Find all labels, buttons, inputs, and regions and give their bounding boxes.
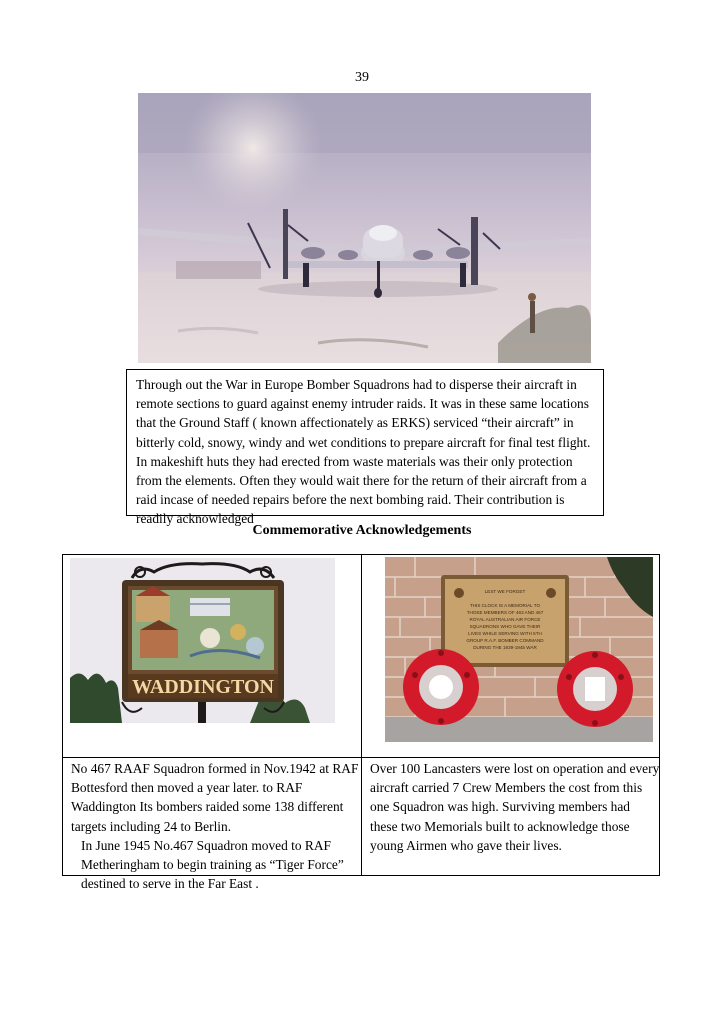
memorial-description-text: Over 100 Lancasters were lost on operation and every aircraft carried 7 Crew Members the cost from this one Squadron was high. Surviving members had these two Memorials built to acknowledge those young Airmen who gave their lives.	[370, 761, 660, 853]
plaque-line: GROUP R.A.F. BOMBER COMMAND	[466, 638, 544, 643]
memorials-table	[62, 554, 660, 892]
lancaster-painting	[138, 93, 591, 363]
plaque-line: LIVES WHILE SERVING WITH 5TH	[468, 631, 542, 636]
caption-text: Through out the War in Europe Bomber Squadrons had to disperse their aircraft in remote sections to guard against enemy intruder raids. It was in these same locations that the Ground Staff ( known affectionately as ERKS) serviced “their aircraft” in bitterly cold, snowy, windy and wet conditions to prepare aircraft for final test flight. In makeshift huts they had erected from waste materials was their only protection from the elements. Often they would wait there for the return of their aircraft from a raid incase of needed repairs before the next bombing raid. Their contribution is readily acknowledged	[136, 377, 591, 527]
caption-box	[126, 369, 604, 527]
plaque-line: ROYAL AUSTRALIAN AIR FORCE	[469, 617, 541, 622]
memorial-plaque-photo	[385, 557, 653, 742]
plaque-line: THOSE MEMBERS OF 463 AND 467	[466, 610, 544, 615]
page-number: 39	[355, 70, 369, 85]
plaque-line: LEST WE FORGET	[484, 589, 526, 594]
waddington-sign-photo	[70, 558, 335, 723]
squadron-history-p2: In June 1945 No.467 Squadron moved to RAF Metheringham to begin training as “Tiger Force” destined to serve in the Far East .	[81, 837, 344, 892]
sign-name-text: WADDINGTON	[132, 676, 274, 698]
section-title: Commemorative Acknowledgements	[252, 523, 472, 538]
plaque-line: THIS CLOCK IS A MEMORIAL TO	[469, 603, 541, 608]
table-divider-horizontal	[63, 757, 659, 758]
plaque-line: SQUADRONS WHO GAVE THEIR	[469, 624, 541, 629]
plaque-line: DURING THE 1939-1945 WAR	[473, 645, 537, 650]
squadron-history-p1: No 467 RAAF Squadron formed in Nov.1942 at RAF Bottesford then moved a year later. to RAF Waddington Its bombers raided some 138 different targets including 24 to Berlin.	[71, 761, 359, 834]
squadron-history-text	[67, 759, 365, 893]
